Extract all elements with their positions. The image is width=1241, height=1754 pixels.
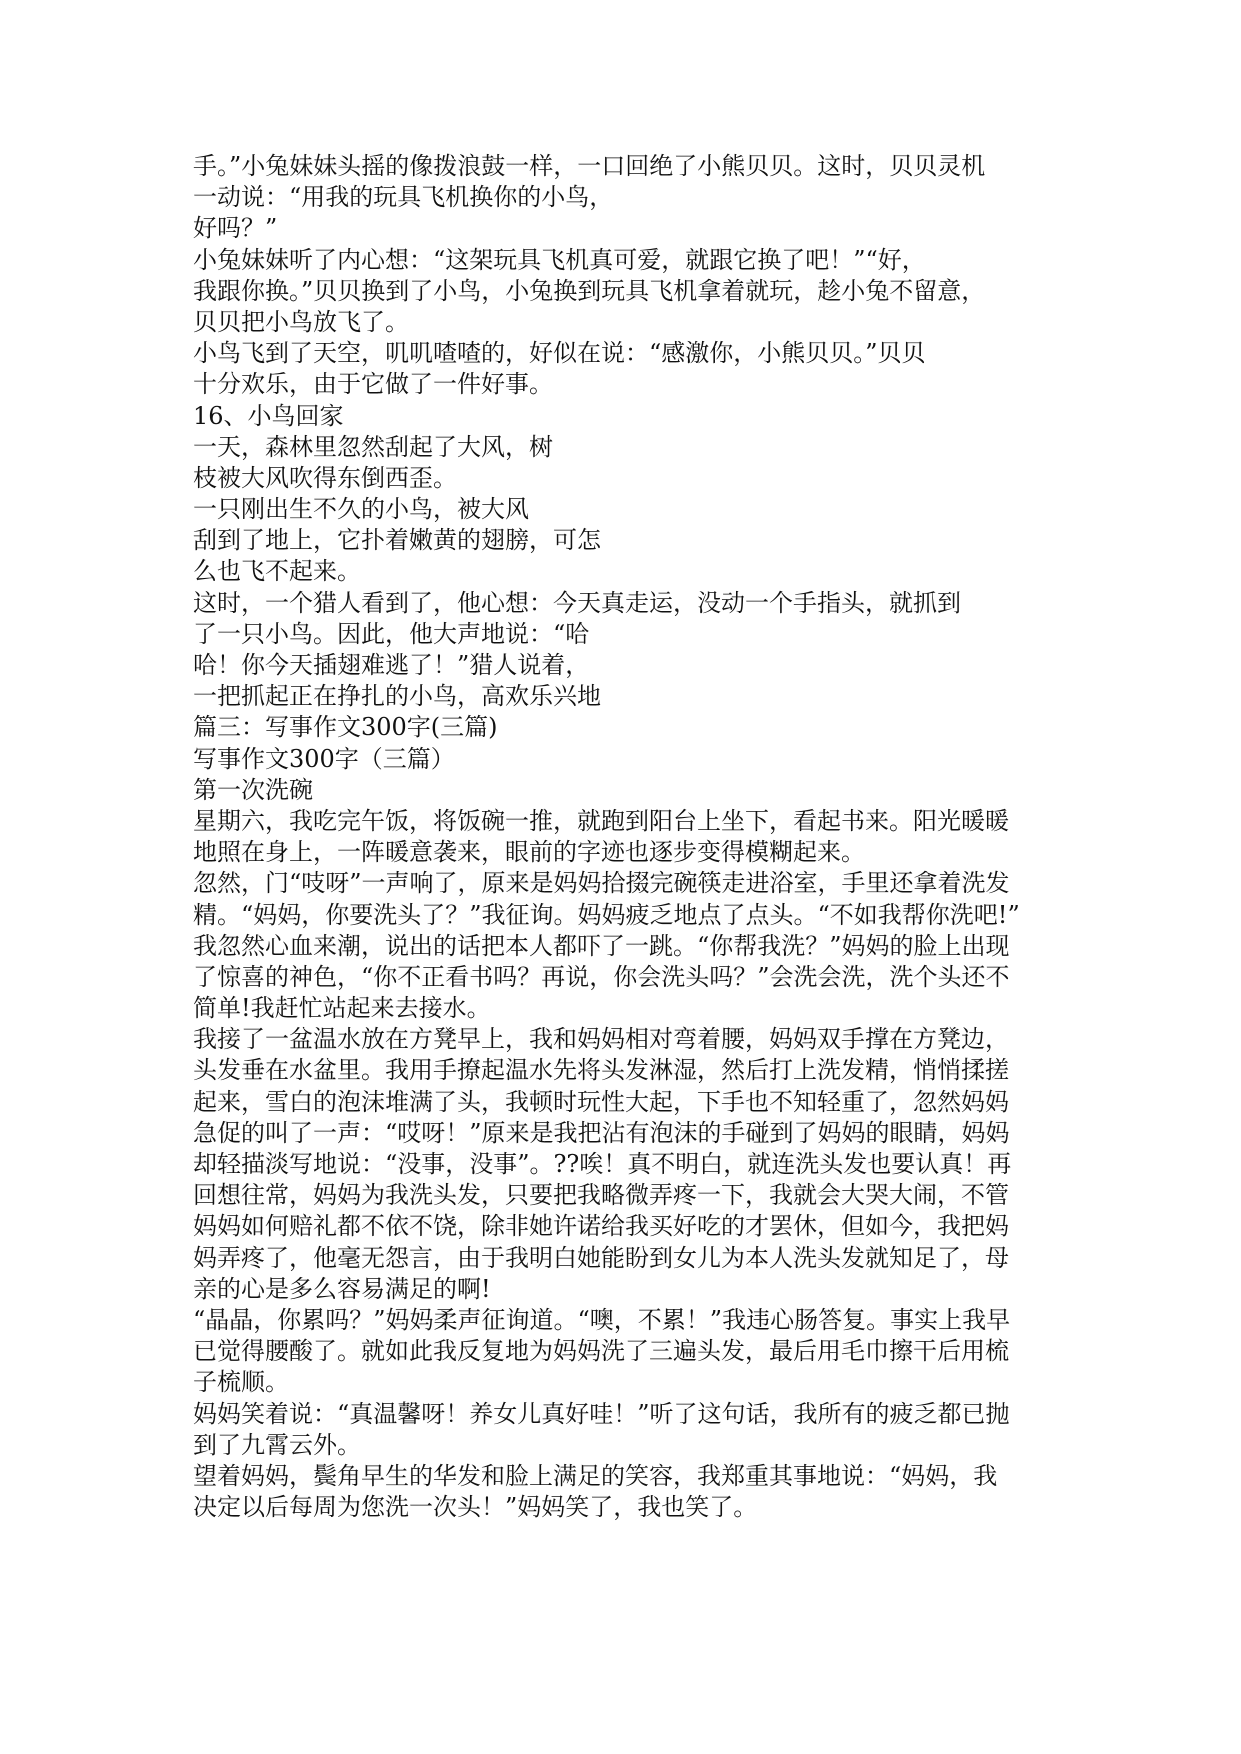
text-line: 枝被大风吹得东倒西歪。 [193,463,457,492]
text-line: 到了九霄云外。 [193,1430,361,1459]
text-line: 写事作文300字（三篇） [193,744,455,773]
text-line: 简单!我赶忙站起来去接水。 [193,994,491,1023]
text-line: 一动说：“用我的玩具飞机换你的小鸟， [193,183,614,212]
text-line: 一把抓起正在挣扎的小鸟，高欢乐兴地 [193,682,601,711]
text-line: 子梳顺。 [193,1368,289,1397]
text-line: 好吗？” [193,214,278,243]
document-body [193,151,1043,1523]
text-line: 回想往常，妈妈为我洗头发，只要把我略微弄疼一下，我就会大哭大闹，不管 [193,1181,1009,1210]
text-line: 亲的心是多么容易满足的啊! [193,1274,491,1303]
text-line: 地照在身上，一阵暖意袭来，眼前的字迹也逐步变得模糊起来。 [193,838,865,867]
text-line: 了惊喜的神色，“你不正看书吗？再说，你会洗头吗？”会洗会洗，洗个头还不 [193,962,1010,991]
text-line: 妈妈如何赔礼都不依不饶，除非她许诺给我买好吃的才罢休，但如今，我把妈 [193,1212,1009,1241]
text-line: 十分欢乐，由于它做了一件好事。 [193,370,553,399]
text-line: 16、小鸟回家 [193,401,344,430]
text-line: 篇三：写事作文300字(三篇) [193,713,498,742]
text-line: 贝贝把小鸟放飞了。 [193,307,409,336]
text-line: 一只刚出生不久的小鸟，被大风 [193,495,529,524]
text-line: 起来，雪白的泡沫堆满了头，我顿时玩性大起，下手也不知轻重了，忽然妈妈 [193,1087,1009,1116]
text-line: 妈妈笑着说：“真温馨呀！养女儿真好哇！”听了这句话，我所有的疲乏都已抛 [193,1399,1010,1428]
text-line: 我接了一盆温水放在方凳早上，我和妈妈相对弯着腰，妈妈双手撑在方凳边， [193,1025,1009,1054]
text-line: 了一只小鸟。因此，他大声地说：“哈 [193,619,590,648]
text-line: 急促的叫了一声：“哎呀！”原来是我把沾有泡沫的手碰到了妈妈的眼睛，妈妈 [193,1118,1010,1147]
text-line: 望着妈妈，鬓角早生的华发和脸上满足的笑容，我郑重其事地说：“妈妈，我 [193,1461,998,1490]
text-line: 已觉得腰酸了。就如此我反复地为妈妈洗了三遍头发，最后用毛巾擦干后用梳 [193,1337,1009,1366]
text-line: 哈！你今天插翅难逃了！”猎人说着， [193,651,590,679]
text-line: 头发垂在水盆里。我用手撩起温水先将头发淋湿，然后打上洗发精，悄悄揉搓 [193,1056,1009,1085]
text-line: 星期六，我吃完午饭，将饭碗一推，就跑到阳台上坐下，看起书来。阳光暖暖 [193,806,1009,835]
text-line: 这时，一个猎人看到了，他心想：今天真走运，没动一个手指头，就抓到 [193,588,961,617]
text-line: 一天，森林里忽然刮起了大风，树 [193,432,553,461]
text-line: 却轻描淡写地说：“没事，没事”。??唉！真不明白，就连洗头发也要认真！再 [193,1150,1012,1178]
text-line: “晶晶，你累吗？”妈妈柔声征询道。“噢，不累！”我违心肠答复。事实上我早 [193,1305,1011,1334]
text-line: 刮到了地上，它扑着嫩黄的翅膀，可怎 [193,526,601,555]
text-line: 第一次洗碗 [193,775,313,804]
text-line: 小兔妹妹听了内心想：“这架玩具飞机真可爱，就跟它换了吧！”“好， [193,245,926,274]
text-line: 忽然，门“吱呀”一声响了，原来是妈妈拾掇完碗筷走进浴室，手里还拿着洗发 [193,869,1010,898]
text-line: 手。”小兔妹妹头摇的像拨浪鼓一样，一口回绝了小熊贝贝。这时，贝贝灵机 [193,152,986,180]
text-line: 我忽然心血来潮，说出的话把本人都吓了一跳。“你帮我洗？”妈妈的脸上出现 [193,931,1010,960]
text-line: 小鸟飞到了天空，叽叽喳喳的，好似在说：“感激你，小熊贝贝。”贝贝 [193,339,926,368]
text-line: 精。“妈妈，你要洗头了？”我征询。妈妈疲乏地点了点头。“不如我帮你洗吧!” [193,900,1020,929]
text-line: 决定以后每周为您洗一次头！”妈妈笑了，我也笑了。 [193,1493,758,1522]
text-line: 我跟你换。”贝贝换到了小鸟，小兔换到玩具飞机拿着就玩，趁小兔不留意， [193,276,986,305]
text-line: 么也飞不起来。 [193,557,361,586]
text-line: 妈弄疼了，他毫无怨言，由于我明白她能盼到女儿为本人洗头发就知足了，母 [193,1243,1009,1272]
